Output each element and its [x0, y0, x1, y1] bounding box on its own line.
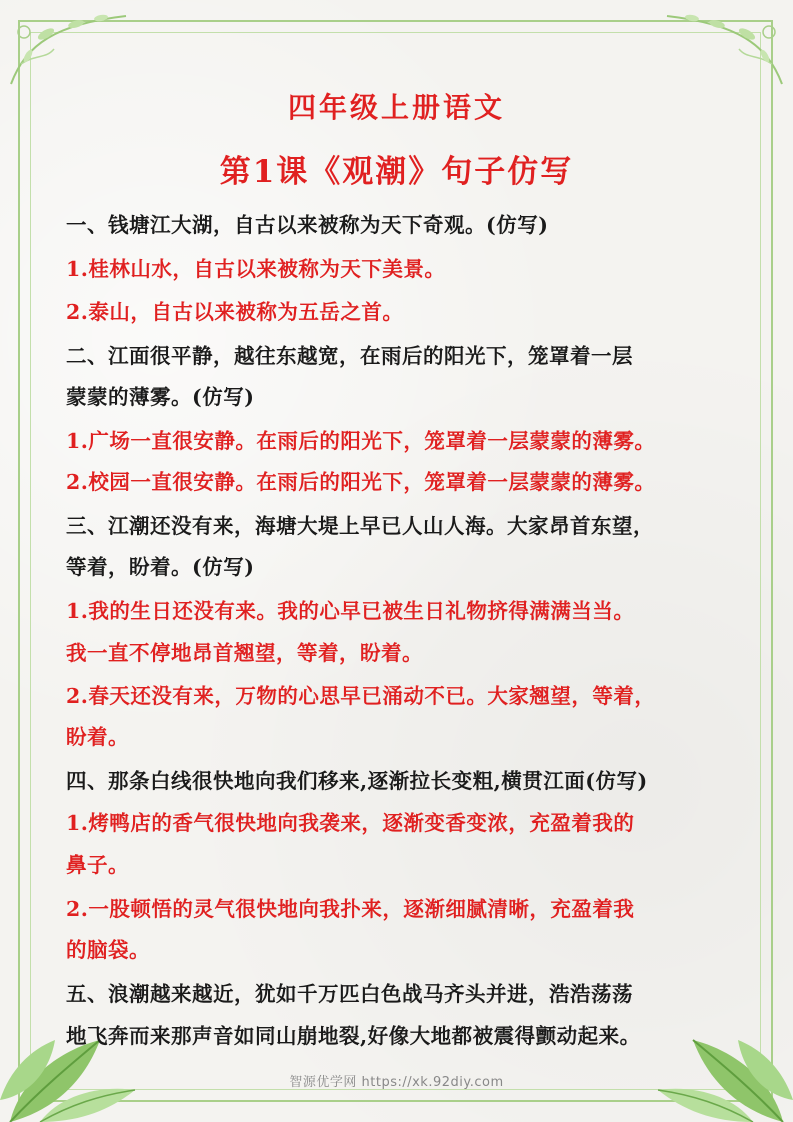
text-line: 二、江面很平静，越往东越宽，在雨后的阳光下，笼罩着一层 — [66, 344, 633, 368]
text-line: 2.校园一直很安静。在雨后的阳光下，笼罩着一层蒙蒙的薄雾。 — [66, 470, 656, 494]
text-line: 蒙蒙的薄雾。(仿写) — [66, 385, 255, 409]
text-line: 2.一股顿悟的灵气很快地向我扑来，逐渐细腻清晰，充盈着我 — [66, 897, 635, 921]
text-line: 鼻子。 — [66, 853, 129, 877]
text-line: 盼着。 — [66, 725, 129, 749]
footer-watermark: 智源优学网 https://xk.92diy.com — [289, 1075, 504, 1090]
text-line: 地飞奔而来那声音如同山崩地裂,好像大地都被震得颤动起来。 — [66, 1024, 641, 1048]
text-line: 1.桂林山水，自古以来被称为天下美景。 — [66, 257, 446, 281]
text-line: 的脑袋。 — [66, 938, 150, 962]
text-line: 等着，盼着。(仿写) — [66, 555, 255, 579]
page-subtitle: 第1课《观潮》句子仿写 — [219, 154, 574, 190]
vine-corner-top-right-icon — [657, 4, 787, 94]
text-line: 2.泰山，自古以来被称为五岳之首。 — [66, 300, 404, 324]
page-title: 四年级上册语文 — [287, 91, 505, 124]
text-line: 三、江潮还没有来，海塘大堤上早已人山人海。大家昂首东望， — [66, 514, 654, 538]
vine-corner-top-left-icon — [6, 4, 136, 94]
text-line: 1.我的生日还没有来。我的心早已被生日礼物挤得满满当当。 — [66, 599, 635, 623]
text-line: 一、钱塘江大湖，自古以来被称为天下奇观。(仿写) — [66, 213, 549, 237]
text-line: 1.烤鸭店的香气很快地向我袭来，逐渐变香变浓，充盈着我的 — [66, 811, 635, 835]
text-line: 四、那条白线很快地向我们移来,逐渐拉长变粗,横贯江面(仿写) — [66, 769, 648, 793]
text-line: 我一直不停地昂首翘望，等着，盼着。 — [66, 641, 423, 665]
text-line: 1.广场一直很安静。在雨后的阳光下，笼罩着一层蒙蒙的薄雾。 — [66, 429, 656, 453]
text-line: 五、浪潮越来越近，犹如千万匹白色战马齐头并进，浩浩荡荡 — [66, 982, 633, 1006]
text-line: 2.春天还没有来，万物的心思早已涌动不已。大家翘望，等着， — [66, 684, 656, 708]
